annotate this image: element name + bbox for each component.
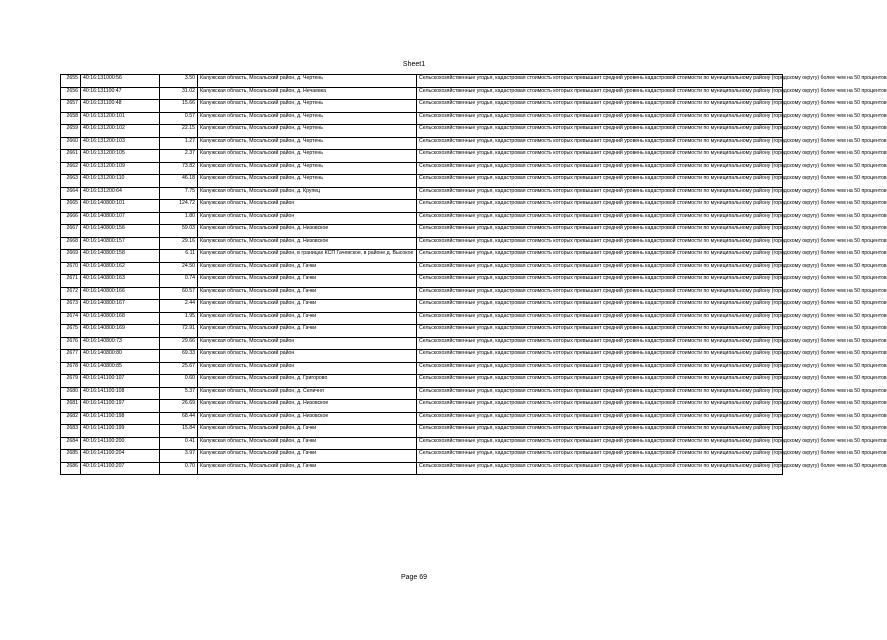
location-cell: Калужская область, Мосальский район, д. Гачки bbox=[198, 312, 417, 325]
area-value: 60.57 bbox=[160, 287, 198, 300]
table-row bbox=[61, 237, 783, 250]
table-row bbox=[61, 300, 783, 313]
table-row bbox=[61, 212, 783, 225]
location-cell: Калужская область, Мосальский район, д. Гачки bbox=[198, 450, 417, 463]
table-row bbox=[61, 287, 783, 300]
area-value: 5.37 bbox=[160, 387, 198, 400]
location-cell: Калужская область, Мосальский район, д. Чертень bbox=[198, 112, 417, 125]
area-value: 72.91 bbox=[160, 325, 198, 338]
location-cell: Калужская область, Мосальский район, д. Чертень bbox=[198, 75, 417, 88]
cadastral-number: 40:16:141100:107 bbox=[81, 375, 160, 388]
row-number: 2677 bbox=[61, 350, 81, 363]
location-cell: Калужская область, Мосальский район, д. Гачки bbox=[198, 300, 417, 313]
area-value: 29.66 bbox=[160, 337, 198, 350]
row-number: 2667 bbox=[61, 225, 81, 238]
cadastral-number: 40:16:141100:197 bbox=[81, 400, 160, 413]
land-category-cell: Сельскохозяйственные угодья, кадастровая стоимость которых превышает средний уровень кадастровой стоимости по муниципальному району (городскому округу) более чем на 50 процентов bbox=[417, 337, 783, 350]
cadastral-number: 40:16:140800:80 bbox=[81, 350, 160, 363]
area-value: 3.97 bbox=[160, 450, 198, 463]
area-value: 59.03 bbox=[160, 225, 198, 238]
row-number: 2659 bbox=[61, 125, 81, 138]
table-row bbox=[61, 250, 783, 263]
location-cell: Калужская область, Мосальский район, д. Гачки bbox=[198, 262, 417, 275]
table-row bbox=[61, 387, 783, 400]
cadastral-number: 40:16:141100:200 bbox=[81, 437, 160, 450]
table-row bbox=[61, 437, 783, 450]
cadastral-number: 40:16:140800:101 bbox=[81, 200, 160, 213]
location-cell: Калужская область, Мосальский район, д. Гачки bbox=[198, 275, 417, 288]
row-number: 2674 bbox=[61, 312, 81, 325]
row-number: 2661 bbox=[61, 150, 81, 163]
row-number: 2672 bbox=[61, 287, 81, 300]
land-category-cell: Сельскохозяйственные угодья, кадастровая стоимость которых превышает средний уровень кадастровой стоимости по муниципальному району (городскому округу) более чем на 50 процентов bbox=[417, 437, 783, 450]
land-category-cell: Сельскохозяйственные угодья, кадастровая стоимость которых превышает средний уровень кадастровой стоимости по муниципальному району (городскому округу) более чем на 50 процентов bbox=[417, 187, 783, 200]
area-value: 73.82 bbox=[160, 162, 198, 175]
area-value: 31.02 bbox=[160, 87, 198, 100]
row-number: 2668 bbox=[61, 237, 81, 250]
row-number: 2666 bbox=[61, 212, 81, 225]
area-value: 25.67 bbox=[160, 362, 198, 375]
location-cell: Калужская область, Мосальский район, в границах КСП Гачевское, в районе д. Высокое bbox=[198, 250, 417, 263]
area-value: 68.44 bbox=[160, 412, 198, 425]
location-cell: Калужская область, Мосальский район bbox=[198, 200, 417, 213]
location-cell: Калужская область, Мосальский район, д. Гачки bbox=[198, 437, 417, 450]
location-cell: Калужская область, Мосальский район, д. Чертень bbox=[198, 150, 417, 163]
row-number: 2658 bbox=[61, 112, 81, 125]
area-value: 15.66 bbox=[160, 100, 198, 113]
land-category-cell: Сельскохозяйственные угодья, кадастровая стоимость которых превышает средний уровень кадастровой стоимости по муниципальному району (городскому округу) более чем на 50 процентов bbox=[417, 412, 783, 425]
table-row bbox=[61, 187, 783, 200]
location-cell: Калужская область, Мосальский район, д. Низовское bbox=[198, 412, 417, 425]
location-cell: Калужская область, Мосальский район, д. Гачки bbox=[198, 325, 417, 338]
table-row bbox=[61, 137, 783, 150]
area-value: 46.18 bbox=[160, 175, 198, 188]
land-category-cell: Сельскохозяйственные угодья, кадастровая стоимость которых превышает средний уровень кадастровой стоимости по муниципальному району (городскому округу) более чем на 50 процентов bbox=[417, 125, 783, 138]
table-row bbox=[61, 112, 783, 125]
sheet-title: Sheet1 bbox=[402, 61, 426, 68]
row-number: 2670 bbox=[61, 262, 81, 275]
land-category-cell: Сельскохозяйственные угодья, кадастровая стоимость которых превышает средний уровень кадастровой стоимости по муниципальному району (городскому округу) более чем на 50 процентов bbox=[417, 200, 783, 213]
location-cell: Калужская область, Мосальский район, д. Низовское bbox=[198, 400, 417, 413]
area-value: 1.80 bbox=[160, 212, 198, 225]
row-number: 2669 bbox=[61, 250, 81, 263]
row-number: 2685 bbox=[61, 450, 81, 463]
table-row bbox=[61, 100, 783, 113]
location-cell: Калужская область, Мосальский район, д. Низовское bbox=[198, 237, 417, 250]
cadastral-number: 40:16:140800:162 bbox=[81, 262, 160, 275]
land-category-cell: Сельскохозяйственные угодья, кадастровая стоимость которых превышает средний уровень кадастровой стоимости по муниципальному району (городскому округу) более чем на 50 процентов bbox=[417, 425, 783, 438]
table-row bbox=[61, 75, 783, 88]
location-cell: Калужская область, Мосальский район, д. Чертень bbox=[198, 162, 417, 175]
location-cell: Калужская область, Мосальский район, д. Григорово bbox=[198, 375, 417, 388]
cadastral-number: 40:16:131200:103 bbox=[81, 137, 160, 150]
land-category-cell: Сельскохозяйственные угодья, кадастровая стоимость которых превышает средний уровень кадастровой стоимости по муниципальному району (городскому округу) более чем на 50 процентов bbox=[417, 287, 783, 300]
land-category-cell: Сельскохозяйственные угодья, кадастровая стоимость которых превышает средний уровень кадастровой стоимости по муниципальному району (городскому округу) более чем на 50 процентов bbox=[417, 175, 783, 188]
table-row bbox=[61, 125, 783, 138]
row-number: 2686 bbox=[61, 462, 81, 475]
land-category-cell: Сельскохозяйственные угодья, кадастровая стоимость которых превышает средний уровень кадастровой стоимости по муниципальному району (городскому округу) более чем на 50 процентов bbox=[417, 112, 783, 125]
area-value: 0.74 bbox=[160, 275, 198, 288]
table-row bbox=[61, 150, 783, 163]
cadastral-number: 40:16:131200:64 bbox=[81, 187, 160, 200]
cadastral-number: 40:16:141100:204 bbox=[81, 450, 160, 463]
area-value: 29.16 bbox=[160, 237, 198, 250]
land-category-cell: Сельскохозяйственные угодья, кадастровая стоимость которых превышает средний уровень кадастровой стоимости по муниципальному району (городскому округу) более чем на 50 процентов bbox=[417, 162, 783, 175]
area-value: 2.37 bbox=[160, 150, 198, 163]
land-category-cell: Сельскохозяйственные угодья, кадастровая стоимость которых превышает средний уровень кадастровой стоимости по муниципальному району (городскому округу) более чем на 50 процентов bbox=[417, 450, 783, 463]
land-category-cell: Сельскохозяйственные угодья, кадастровая стоимость которых превышает средний уровень кадастровой стоимости по муниципальному району (городскому округу) более чем на 50 процентов bbox=[417, 275, 783, 288]
land-category-cell: Сельскохозяйственные угодья, кадастровая стоимость которых превышает средний уровень кадастровой стоимости по муниципальному району (городскому округу) более чем на 50 процентов bbox=[417, 250, 783, 263]
cadastral-number: 40:16:140800:163 bbox=[81, 275, 160, 288]
area-value: 22.15 bbox=[160, 125, 198, 138]
table-row bbox=[61, 450, 783, 463]
area-value: 15.84 bbox=[160, 425, 198, 438]
area-value: 124.72 bbox=[160, 200, 198, 213]
table-row bbox=[61, 175, 783, 188]
table-row bbox=[61, 225, 783, 238]
area-value: 69.33 bbox=[160, 350, 198, 363]
row-number: 2673 bbox=[61, 300, 81, 313]
cadastral-number: 40:16:131200:110 bbox=[81, 175, 160, 188]
location-cell: Калужская область, Мосальский район, д. Чертень bbox=[198, 175, 417, 188]
cadastral-number: 40:16:140800:107 bbox=[81, 212, 160, 225]
row-number: 2662 bbox=[61, 162, 81, 175]
land-category-cell: Сельскохозяйственные угодья, кадастровая стоимость которых превышает средний уровень кадастровой стоимости по муниципальному району (городскому округу) более чем на 50 процентов bbox=[417, 350, 783, 363]
cadastral-number: 40:16:131200:105 bbox=[81, 150, 160, 163]
table-row bbox=[61, 462, 783, 475]
land-category-cell: Сельскохозяйственные угодья, кадастровая стоимость которых превышает средний уровень кадастровой стоимости по муниципальному району (городскому округу) более чем на 50 процентов bbox=[417, 375, 783, 388]
table-row bbox=[61, 425, 783, 438]
table-row bbox=[61, 87, 783, 100]
area-value: 0.70 bbox=[160, 462, 198, 475]
cadastral-number: 40:16:141100:199 bbox=[81, 425, 160, 438]
cadastral-table bbox=[60, 74, 887, 475]
cadastral-number: 40:16:141100:207 bbox=[81, 462, 160, 475]
row-number: 2679 bbox=[61, 375, 81, 388]
area-value: 7.75 bbox=[160, 187, 198, 200]
land-category-cell: Сельскохозяйственные угодья, кадастровая стоимость которых превышает средний уровень кадастровой стоимости по муниципальному району (городскому округу) более чем на 50 процентов bbox=[417, 400, 783, 413]
row-number: 2678 bbox=[61, 362, 81, 375]
land-category-cell: Сельскохозяйственные угодья, кадастровая стоимость которых превышает средний уровень кадастровой стоимости по муниципальному району (городскому округу) более чем на 50 процентов bbox=[417, 225, 783, 238]
row-number: 2655 bbox=[61, 75, 81, 88]
row-number: 2656 bbox=[61, 87, 81, 100]
row-number: 2681 bbox=[61, 400, 81, 413]
cadastral-number: 40:16:131100:47 bbox=[81, 87, 160, 100]
land-category-cell: Сельскохозяйственные угодья, кадастровая стоимость которых превышает средний уровень кадастровой стоимости по муниципальному району (городскому округу) более чем на 50 процентов bbox=[417, 237, 783, 250]
cadastral-number: 40:16:141100:108 bbox=[81, 387, 160, 400]
table-row bbox=[61, 362, 783, 375]
location-cell: Калужская область, Мосальский район bbox=[198, 362, 417, 375]
row-number: 2684 bbox=[61, 437, 81, 450]
land-category-cell: Сельскохозяйственные угодья, кадастровая стоимость которых превышает средний уровень кадастровой стоимости по муниципальному району (городскому округу) более чем на 50 процентов bbox=[417, 100, 783, 113]
page-number: Page 69 bbox=[400, 574, 428, 581]
cadastral-number: 40:16:140800:73 bbox=[81, 337, 160, 350]
land-category-cell: Сельскохозяйственные угодья, кадастровая стоимость которых превышает средний уровень кадастровой стоимости по муниципальному району (городскому округу) более чем на 50 процентов bbox=[417, 325, 783, 338]
cadastral-number: 40:16:140800:168 bbox=[81, 312, 160, 325]
area-value: 26.69 bbox=[160, 400, 198, 413]
table-row bbox=[61, 350, 783, 363]
location-cell: Калужская область, Мосальский район bbox=[198, 337, 417, 350]
cadastral-number: 40:16:140800:157 bbox=[81, 237, 160, 250]
location-cell: Калужская область, Мосальский район, д. Нечаевка bbox=[198, 87, 417, 100]
area-value: 24.50 bbox=[160, 262, 198, 275]
table-body bbox=[61, 75, 887, 475]
location-cell: Калужская область, Мосальский район, д. Чертень bbox=[198, 125, 417, 138]
row-number: 2675 bbox=[61, 325, 81, 338]
row-number: 2664 bbox=[61, 187, 81, 200]
cadastral-number: 40:16:140800:166 bbox=[81, 287, 160, 300]
cadastral-number: 40:16:140800:156 bbox=[81, 225, 160, 238]
table-row bbox=[61, 400, 783, 413]
location-cell: Калужская область, Мосальский район, д. Селичня bbox=[198, 387, 417, 400]
location-cell: Калужская область, Мосальский район, д. Низовское bbox=[198, 225, 417, 238]
table-row bbox=[61, 275, 783, 288]
table-row bbox=[61, 200, 783, 213]
cadastral-number: 40:16:140800:158 bbox=[81, 250, 160, 263]
land-category-cell: Сельскохозяйственные угодья, кадастровая стоимость которых превышает средний уровень кадастровой стоимости по муниципальному району (городскому округу) более чем на 50 процентов bbox=[417, 212, 783, 225]
table-row bbox=[61, 262, 783, 275]
location-cell: Калужская область, Мосальский район, д. Гачки bbox=[198, 462, 417, 475]
location-cell: Калужская область, Мосальский район, д. Гачки bbox=[198, 425, 417, 438]
row-number: 2676 bbox=[61, 337, 81, 350]
row-number: 2665 bbox=[61, 200, 81, 213]
cadastral-number: 40:16:131200:101 bbox=[81, 112, 160, 125]
area-value: 0.57 bbox=[160, 112, 198, 125]
table-row bbox=[61, 375, 783, 388]
row-number: 2663 bbox=[61, 175, 81, 188]
land-category-cell: Сельскохозяйственные угодья, кадастровая стоимость которых превышает средний уровень кадастровой стоимости по муниципальному району (городскому округу) более чем на 50 процентов bbox=[417, 75, 783, 88]
land-category-cell: Сельскохозяйственные угодья, кадастровая стоимость которых превышает средний уровень кадастровой стоимости по муниципальному району (городскому округу) более чем на 50 процентов bbox=[417, 262, 783, 275]
land-category-cell: Сельскохозяйственные угодья, кадастровая стоимость которых превышает средний уровень кадастровой стоимости по муниципальному району (городскому округу) более чем на 50 процентов bbox=[417, 312, 783, 325]
row-number: 2671 bbox=[61, 275, 81, 288]
table-row bbox=[61, 412, 783, 425]
land-category-cell: Сельскохозяйственные угодья, кадастровая стоимость которых превышает средний уровень кадастровой стоимости по муниципальному району (городскому округу) более чем на 50 процентов bbox=[417, 137, 783, 150]
cadastral-number: 40:16:131100:48 bbox=[81, 100, 160, 113]
land-category-cell: Сельскохозяйственные угодья, кадастровая стоимость которых превышает средний уровень кадастровой стоимости по муниципальному району (городскому округу) более чем на 50 процентов bbox=[417, 387, 783, 400]
location-cell: Калужская область, Мосальский район bbox=[198, 350, 417, 363]
location-cell: Калужская область, Мосальский район bbox=[198, 212, 417, 225]
cadastral-number: 40:16:140800:85 bbox=[81, 362, 160, 375]
row-number: 2682 bbox=[61, 412, 81, 425]
cadastral-number: 40:16:140800:169 bbox=[81, 325, 160, 338]
location-cell: Калужская область, Мосальский район, д. Чертень bbox=[198, 100, 417, 113]
land-category-cell: Сельскохозяйственные угодья, кадастровая стоимость которых превышает средний уровень кадастровой стоимости по муниципальному району (городскому округу) более чем на 50 процентов bbox=[417, 150, 783, 163]
table-row bbox=[61, 162, 783, 175]
area-value: 1.95 bbox=[160, 312, 198, 325]
location-cell: Калужская область, Мосальский район, д. Гачки bbox=[198, 287, 417, 300]
location-cell: Калужская область, Мосальский район, д. Крупец bbox=[198, 187, 417, 200]
row-number: 2683 bbox=[61, 425, 81, 438]
land-category-cell: Сельскохозяйственные угодья, кадастровая стоимость которых превышает средний уровень кадастровой стоимости по муниципальному району (городскому округу) более чем на 50 процентов bbox=[417, 300, 783, 313]
cadastral-number: 40:16:140800:167 bbox=[81, 300, 160, 313]
row-number: 2680 bbox=[61, 387, 81, 400]
table-row bbox=[61, 325, 783, 338]
land-category-cell: Сельскохозяйственные угодья, кадастровая стоимость которых превышает средний уровень кадастровой стоимости по муниципальному району (городскому округу) более чем на 50 процентов bbox=[417, 87, 783, 100]
area-value: 2.44 bbox=[160, 300, 198, 313]
area-value: 0.41 bbox=[160, 437, 198, 450]
cadastral-number: 40:16:141100:198 bbox=[81, 412, 160, 425]
row-number: 2657 bbox=[61, 100, 81, 113]
area-value: 6.11 bbox=[160, 250, 198, 263]
row-number: 2660 bbox=[61, 137, 81, 150]
land-category-cell: Сельскохозяйственные угодья, кадастровая стоимость которых превышает средний уровень кадастровой стоимости по муниципальному району (городскому округу) более чем на 50 процентов bbox=[417, 462, 783, 475]
cadastral-number: 40:16:131200:109 bbox=[81, 162, 160, 175]
table-row bbox=[61, 337, 783, 350]
cadastral-number: 40:16:131000:56 bbox=[81, 75, 160, 88]
table-row bbox=[61, 312, 783, 325]
cadastral-number: 40:16:131200:102 bbox=[81, 125, 160, 138]
land-category-cell: Сельскохозяйственные угодья, кадастровая стоимость которых превышает средний уровень кадастровой стоимости по муниципальному району (городскому округу) более чем на 50 процентов bbox=[417, 362, 783, 375]
area-value: 3.50 bbox=[160, 75, 198, 88]
location-cell: Калужская область, Мосальский район, д. Чертень bbox=[198, 137, 417, 150]
area-value: 1.27 bbox=[160, 137, 198, 150]
area-value: 0.60 bbox=[160, 375, 198, 388]
